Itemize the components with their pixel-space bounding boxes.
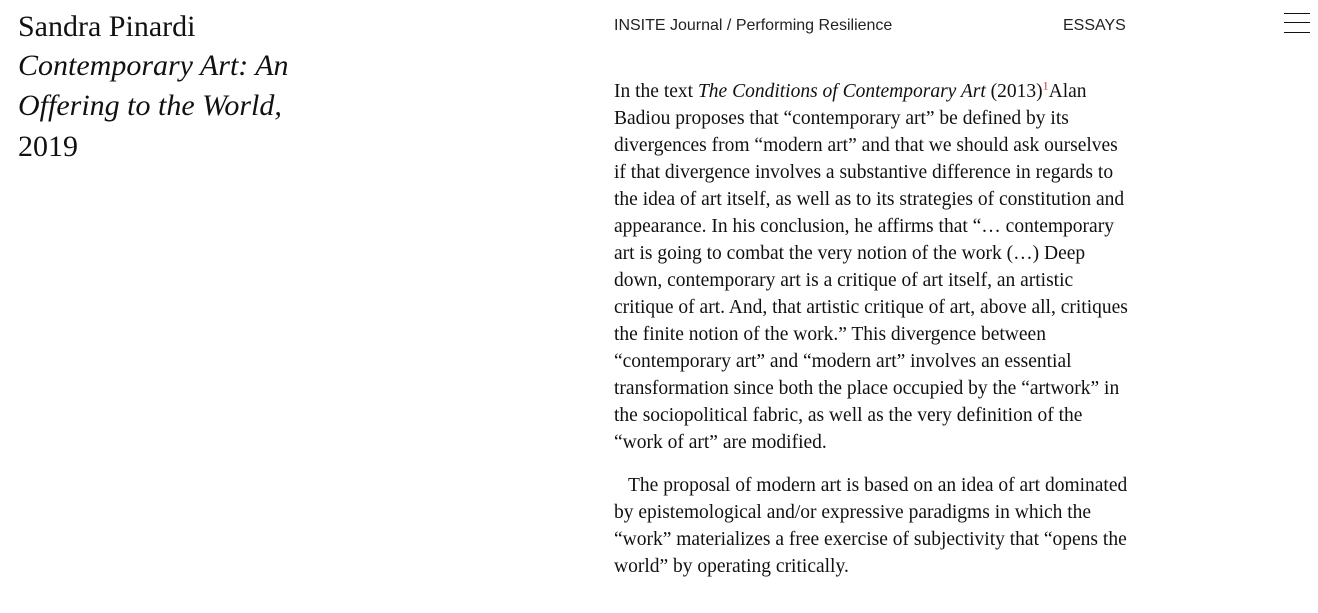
hamburger-menu-icon[interactable] (1284, 12, 1310, 34)
essays-nav-link[interactable]: ESSAYS (1063, 17, 1126, 34)
paragraph-1 (614, 78, 1130, 456)
paragraph-2: The proposal of modern art is based on an idea of art dominated by epistemological and/or expressive paradigms in which the “work” materializes a free exercise of subjectivity that “opens the world” by operating critically. (614, 475, 1128, 577)
essay-year: 2019 (18, 130, 78, 163)
menu-line (1284, 22, 1310, 23)
sidebar-essay-info (18, 8, 318, 168)
essay-body (614, 78, 1130, 596)
paragraph-1-intro: In the text (614, 81, 698, 102)
essay-title: Contemporary Art: An Offering to the World, (18, 49, 289, 122)
footnote-link[interactable]: 1 (1042, 78, 1049, 93)
journal-breadcrumb-link[interactable]: INSITE Journal / Performing Resilience (614, 17, 893, 34)
book-year: (2013) (985, 81, 1043, 102)
book-title: The Conditions of Contemporary Art (697, 81, 986, 102)
menu-line (1284, 13, 1310, 14)
menu-line (1284, 32, 1310, 33)
paragraph-1-body: Alan Badiou proposes that “contemporary art” be defined by its divergences from “modern art” and that we should ask ourselves if that divergence involves a substantive difference in regards to the idea of art itself, as well as to its strategies of constitution and appearance. In his conclusion, he affirms that “… contemporary art is going to combat the very notion of the work (…) Deep down, contemporary art is a critique of art itself, an artistic critique of art. And, that artistic critique of art, above all, critiques the finite notion of the work.” This divergence between “contemporary art” and “modern art” involves an essential transformation since both the place occupied by the “artwork” in the sociopolitical fabric, as well as the very definition of the “work of art” are modified. (614, 81, 1128, 453)
author-name: Sandra Pinardi (18, 10, 196, 43)
